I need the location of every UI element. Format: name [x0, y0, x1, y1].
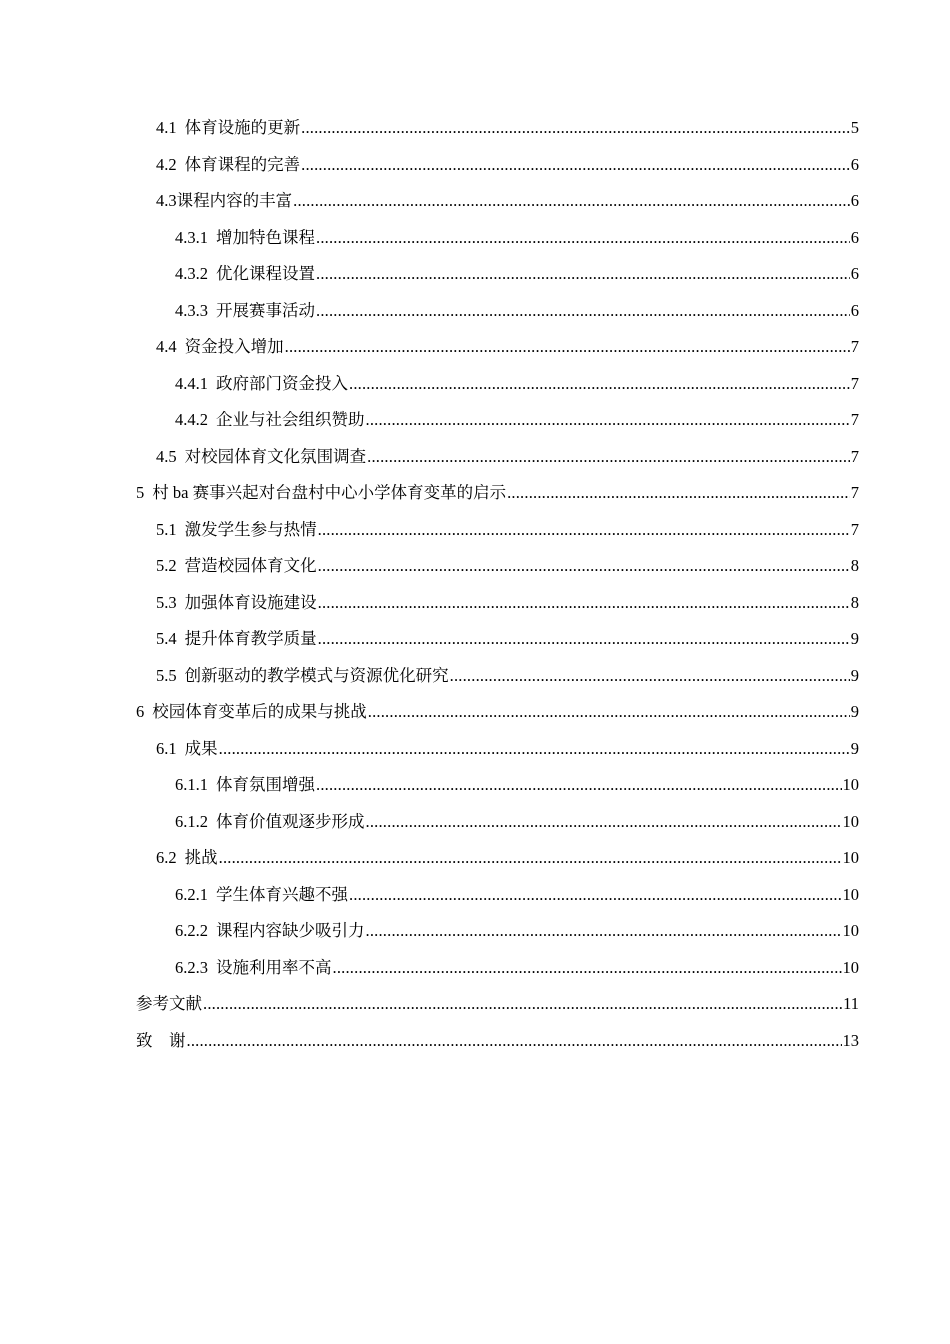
toc-entry-page: 10 [842, 811, 859, 831]
toc-entry-number: 5.5 [156, 665, 177, 685]
toc-entry-page: 13 [842, 1030, 859, 1050]
toc-entry[interactable] [0, 840, 950, 877]
toc-entry[interactable] [0, 183, 950, 220]
toc-entry-number: 4.4.2 [175, 410, 208, 429]
toc-entry-number: 4.3.3 [175, 300, 208, 320]
dot-leader [349, 366, 850, 403]
toc-entry-number: 6.2.1 [175, 884, 208, 904]
dot-leader [301, 110, 850, 147]
toc-entry-title: 提升体育教学质量 [184, 629, 317, 648]
toc-entry-number: 4.2 [156, 154, 177, 174]
toc-entry[interactable] [0, 804, 950, 841]
dot-leader [366, 913, 842, 950]
toc-entry-title: 成果 [184, 738, 218, 758]
toc-entry-number: 6 [136, 702, 145, 721]
toc-entry[interactable] [0, 110, 950, 147]
dot-leader [450, 658, 850, 695]
toc-entry[interactable] [0, 220, 950, 257]
toc-entry-acknowledgements[interactable] [0, 1023, 950, 1060]
dot-leader [367, 439, 850, 476]
toc-entry-page: 7 [850, 373, 859, 393]
dot-leader [318, 585, 850, 622]
toc-entry-page: 9 [850, 738, 859, 758]
toc-entry[interactable] [0, 767, 950, 804]
toc-entry-page: 10 [842, 957, 859, 977]
toc-entry-number: 6.2 [156, 848, 177, 867]
toc-entry-title: 政府部门资金投入 [216, 373, 348, 393]
dot-leader [293, 183, 850, 220]
toc-entry-number: 4.5 [156, 446, 177, 466]
dot-leader [333, 950, 842, 987]
toc-entry-page: 10 [842, 884, 859, 904]
dot-leader [366, 804, 842, 841]
toc-entry-number: 5.2 [156, 556, 177, 575]
dot-leader [316, 767, 842, 804]
dot-leader [219, 840, 842, 877]
toc-entry[interactable] [0, 475, 950, 512]
toc-entry-number: 4.4.1 [175, 373, 208, 393]
toc-entry[interactable] [0, 913, 950, 950]
dot-leader [285, 329, 850, 366]
toc-entry-page: 5 [850, 118, 859, 137]
toc-entry-number: 5.3 [156, 592, 177, 612]
toc-entry[interactable] [0, 256, 950, 293]
toc-entry-page: 6 [850, 264, 859, 283]
toc-entry-title: 加强体育设施建设 [184, 592, 317, 612]
toc-entry-page: 8 [850, 556, 859, 575]
toc-entry-page: 10 [842, 921, 859, 940]
toc-entry-number: 4.1 [156, 118, 177, 137]
toc-entry-number: 5 [136, 483, 145, 502]
toc-entry[interactable] [0, 877, 950, 914]
dot-leader [368, 694, 850, 731]
toc-entry-title: 课程内容的丰富 [176, 191, 293, 210]
toc-entry-title: 体育氛围增强 [216, 775, 315, 794]
toc-entry-page: 6 [850, 300, 859, 320]
toc-entry[interactable] [0, 548, 950, 585]
dot-leader [507, 475, 850, 512]
toc-entry[interactable] [0, 147, 950, 184]
toc-entry[interactable] [0, 512, 950, 549]
toc-entry[interactable] [0, 402, 950, 439]
toc-entry-title: 增加特色课程 [216, 227, 315, 247]
toc-entry-page: 9 [850, 665, 859, 685]
toc-entry-page: 7 [850, 410, 859, 429]
toc-entry-title: 致 谢 [136, 1030, 186, 1050]
toc-entry-title: 企业与社会组织赞助 [216, 410, 365, 429]
toc-entry-page: 8 [850, 592, 859, 612]
toc-entry-page: 6 [850, 227, 859, 247]
dot-leader [301, 147, 850, 184]
toc-entry-title: 体育课程的完善 [184, 154, 301, 174]
dot-leader [316, 220, 850, 257]
toc-entry-title: 对校园体育文化氛围调查 [184, 446, 367, 466]
toc-entry-page: 9 [850, 629, 859, 648]
dot-leader [349, 877, 842, 914]
toc-entry-title: 村 ba 赛事兴起对台盘村中心小学体育变革的启示 [152, 483, 507, 502]
dot-leader [187, 1023, 842, 1060]
toc-entry[interactable] [0, 694, 950, 731]
toc-entry-title: 资金投入增加 [184, 337, 284, 356]
toc-entry-title: 学生体育兴趣不强 [216, 884, 348, 904]
toc-entry-page: 10 [842, 775, 859, 794]
toc-entry[interactable] [0, 366, 950, 403]
toc-entry-title: 课程内容缺少吸引力 [216, 921, 365, 940]
toc-entry-title: 校园体育变革后的成果与挑战 [152, 702, 367, 721]
toc-entry-page: 7 [850, 483, 859, 502]
toc-entry[interactable] [0, 293, 950, 330]
toc-entry[interactable] [0, 950, 950, 987]
toc-entry[interactable] [0, 621, 950, 658]
toc-entry[interactable] [0, 439, 950, 476]
toc-entry-title: 设施利用率不高 [216, 957, 332, 977]
dot-leader [318, 512, 850, 549]
dot-leader [318, 548, 850, 585]
toc-entry-number: 4.4 [156, 337, 177, 356]
dot-leader [219, 731, 850, 768]
toc-entry-number: 5.1 [156, 519, 177, 539]
toc-entry-page: 7 [850, 519, 859, 539]
toc-entry-number: 6.1 [156, 738, 177, 758]
toc-entry-title: 体育设施的更新 [184, 118, 301, 137]
toc-entry-page: 7 [850, 337, 859, 356]
toc-entry-title: 挑战 [184, 848, 218, 867]
dot-leader [316, 256, 850, 293]
toc-entry-title: 开展赛事活动 [216, 300, 315, 320]
toc-entry-page: 10 [842, 848, 859, 867]
dot-leader [366, 402, 850, 439]
toc-entry-title: 优化课程设置 [216, 264, 315, 283]
toc-entry-number: 6.1.2 [175, 811, 208, 831]
toc-entry-title: 参考文献 [136, 994, 202, 1013]
toc-entry-title: 营造校园体育文化 [184, 556, 317, 575]
toc-entry[interactable] [0, 329, 950, 366]
dot-leader [318, 621, 850, 658]
toc-entry-number: 4.3.2 [175, 264, 208, 283]
toc-entry-page: 9 [850, 702, 859, 721]
toc-entry-title: 创新驱动的教学模式与资源优化研究 [184, 665, 449, 685]
toc-entry-page: 6 [850, 191, 859, 210]
toc-entry-page: 7 [850, 446, 859, 466]
toc-entry-number: 4.3 [156, 191, 177, 210]
toc-entry-number: 4.3.1 [175, 227, 208, 247]
toc-entry[interactable] [0, 585, 950, 622]
toc-entry-page: 11 [843, 994, 859, 1013]
toc-entry-number: 6.2.2 [175, 921, 208, 940]
toc-entry[interactable] [0, 658, 950, 695]
toc-entry[interactable] [0, 731, 950, 768]
toc-entry-page: 6 [850, 154, 859, 174]
table-of-contents [0, 110, 950, 1059]
dot-leader [316, 293, 850, 330]
toc-entry-title: 体育价值观逐步形成 [216, 811, 365, 831]
toc-entry-number: 6.2.3 [175, 957, 208, 977]
dot-leader [203, 986, 842, 1023]
toc-entry-references[interactable] [0, 986, 950, 1023]
toc-entry-title: 激发学生参与热情 [184, 519, 317, 539]
toc-entry-number: 6.1.1 [175, 775, 208, 794]
toc-entry-number: 5.4 [156, 629, 177, 648]
